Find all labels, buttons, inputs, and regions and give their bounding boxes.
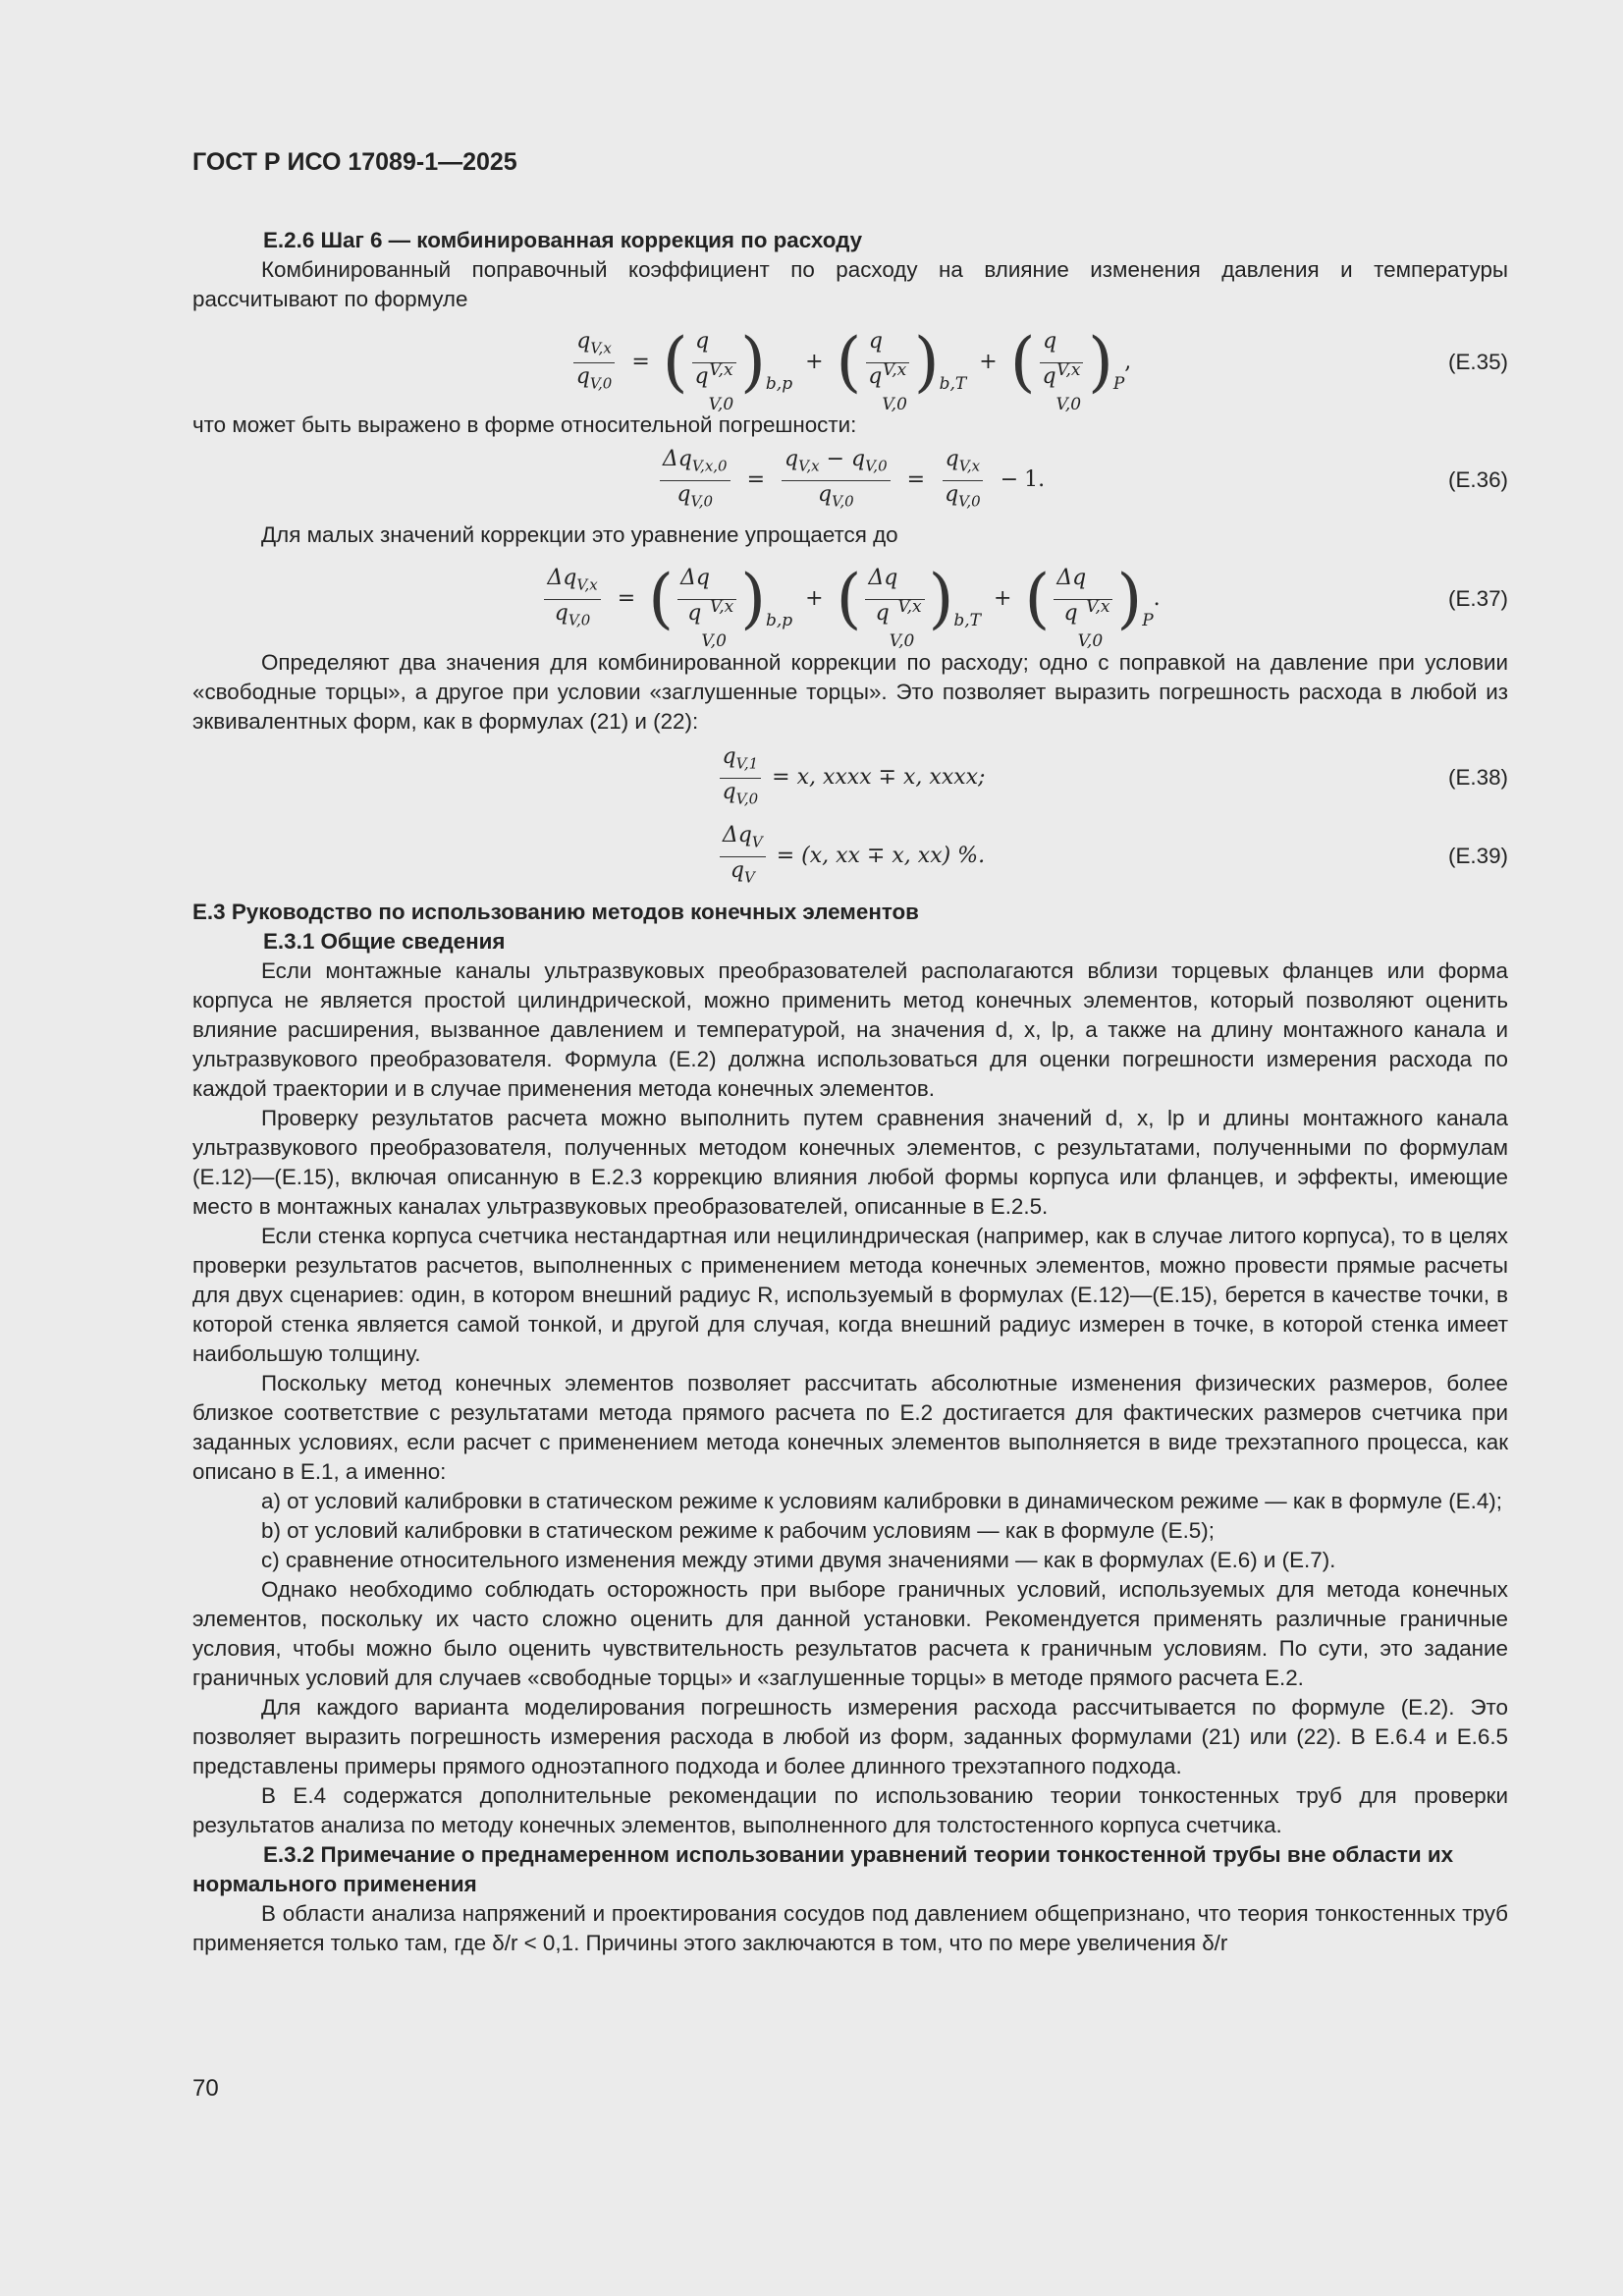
section-e31-title: Е.3.1 Общие сведения	[263, 929, 506, 954]
formula-body: $\frac{q_{V,x}}{q_{V,0}}$ = ( $\frac{q_{V,x}}{q_{V,0}}$ ) $_{b,p}$ + ( $\frac{q_{V,x}}{q_{V,0}}$ ) $_{b,T}$ + ( $\frac{q_{V,x}}{q_{V,0}}$ ) $_P$ ,	[569, 328, 1132, 397]
paragraph: Однако необходимо соблюдать осторожность при выборе граничных условий, используемых для метода конечных элементов, поскольку их часто сложно оценить для данной установки. Рекомендуется применять различные граничные условия, чтобы можно было оценить чувствительность результатов расчета к граничным условиям. По сути, это задание граничных условий для случаев «свободные торцы» и «заглушенные торцы» в методе прямого расчета Е.2.	[192, 1577, 1508, 1690]
paragraph: Для малых значений коррекции это уравнение упрощается до	[261, 522, 898, 547]
paragraph: Комбинированный поправочный коэффициент по расходу на влияние изменения давления и температуры рассчитывают по формуле	[192, 257, 1508, 311]
paragraph: Определяют два значения для комбинированной коррекции по расходу; одно с поправкой на давление при условии «свободные торцы», а другое при условии «заглушенные торцы». Это позволяет выразить погрешность расхода в любой из эквивалентных форм, как в формулах (21) и (22):	[192, 650, 1508, 734]
equation-number: (Е.36)	[1448, 467, 1508, 492]
paragraph: Поскольку метод конечных элементов позволяет рассчитать абсолютные изменения физических размеров, более близкое соответствие с результатами метода прямого расчета по Е.2 достигается для фактических размеров счетчика при заданных условиях, если расчет с применением метода конечных элементов выполняется в виде трехэтапного процесса, как описано в Е.1, а именно:	[192, 1371, 1508, 1484]
list-item: a) от условий калибровки в статическом режиме к условиям калибровки в динамическом режиме — как в формуле (Е.4);	[261, 1489, 1502, 1513]
page-header: ГОСТ Р ИСО 17089-1—2025	[192, 148, 517, 176]
equation-number: (Е.35)	[1448, 350, 1508, 374]
page-content	[192, 226, 1508, 1958]
page-number: 70	[192, 2075, 219, 2102]
formula-body: $\frac{q_{V,1}}{q_{V,0}}$ = x, xxxx ∓ x, xxxx;	[716, 743, 986, 812]
formula-e35	[192, 318, 1508, 414]
equation-number: (Е.39)	[1448, 844, 1508, 868]
paragraph: Проверку результатов расчета можно выполнить путем сравнения значений d, x, lp и длины монтажного канала ультразвукового преобразователя, полученных методом конечных элементов, с результатами, полученными по формулам (Е.12)—(Е.15), включая описанную в Е.2.3 коррекцию влияния любой формы корпуса или фланцев, и эффекты, имеющие место в монтажных каналах ультразвуковых преобразователей, описанные в Е.2.5.	[192, 1106, 1508, 1219]
paragraph: В области анализа напряжений и проектирования сосудов под давлением общепризнано, что теория тонкостенных труб применяется только там, где δ/r < 0,1. Причины этого заключаются в том, что по мере увеличения δ/r	[192, 1901, 1508, 1955]
formula-e36	[192, 444, 1508, 517]
formula-body: $\frac{\Delta q_V}{q_V}$ = (x, xx ∓ x, xx) %.	[716, 822, 985, 891]
formula-e38	[192, 740, 1508, 815]
section-e26-title: Е.2.6 Шаг 6 — комбинированная коррекция по расходу	[263, 228, 863, 252]
paragraph: Для каждого варианта моделирования погрешность измерения расхода рассчитывается по формуле (Е.2). Это позволяет выразить погрешность измерения расхода в любой из форм, заданных формулами (21) или (22). В Е.6.4 и Е.6.5 представлены примеры прямого одноэтапного подхода и более длинного трехэтапного подхода.	[192, 1695, 1508, 1778]
equation-number: (Е.38)	[1448, 765, 1508, 790]
document-page	[192, 0, 1508, 2296]
list-item: c) сравнение относительного изменения между этими двумя значениями — как в формулах (Е.6) и (Е.7).	[261, 1548, 1336, 1572]
formula-body: $\frac{\Delta q_{V,x,0}}{q_{V,0}}$ = $\frac{q_{V,x} - q_{V,0}}{q_{V,0}}$ = $\frac{q_{V,x}}{q_{V,0}}$ − 1.	[656, 446, 1045, 515]
list-item: b) от условий калибровки в статическом режиме к рабочим условиям — как в формуле (Е.5);	[261, 1518, 1215, 1543]
formula-body: $\frac{\Delta q_{V,x}}{q_{V,0}}$ = ( $\frac{\Delta q_{V,x}}{q_{V,0}}$ ) $_{b,p}$ + ( $\frac{\Delta q_{V,x}}{q_{V,0}}$ ) $_{b,T}$ + ( $\frac{\Delta q_{V,x}}{q_{V,0}}$ ) $_P$ .	[540, 565, 1160, 633]
formula-e37	[192, 554, 1508, 651]
paragraph: Если стенка корпуса счетчика нестандартная или нецилиндрическая (например, как в случае литого корпуса), то в целях проверки результатов расчетов, выполненных с применением метода конечных элементов, можно провести прямые расчеты для двух сценариев: один, в котором внешний радиус R, используемый в формулах (Е.12)—(Е.15), берется в качестве точки, в которой стенка является самой тонкой, и другой для случая, когда внешний радиус измерен в точке, в которой стенка имеет наибольшую толщину.	[192, 1224, 1508, 1366]
section-e32-title: Е.3.2 Примечание о преднамеренном использовании уравнений теории тонкостенной трубы вне области их нормального применения	[192, 1842, 1454, 1896]
formula-e39	[192, 819, 1508, 894]
paragraph: В Е.4 содержатся дополнительные рекомендации по использованию теории тонкостенных труб для проверки результатов анализа по методу конечных элементов, выполненного для толстостенного корпуса счетчика.	[192, 1783, 1508, 1837]
paragraph: что может быть выражено в форме относительной погрешности:	[192, 412, 857, 437]
equation-number: (Е.37)	[1448, 586, 1508, 611]
section-e3-title: Е.3 Руководство по использованию методов конечных элементов	[192, 900, 919, 924]
paragraph: Если монтажные каналы ультразвуковых преобразователей располагаются вблизи торцевых фланцев или форма корпуса не является простой цилиндрической, можно применить метод конечных элементов, который позволяют оценить влияние расширения, вызванное давлением и температурой, на значения d, x, lp, а также на длину монтажного канала и ультразвукового преобразователя. Формула (Е.2) должна использоваться для оценки погрешности измерения расхода по каждой траектории и в случае применения метода конечных элементов.	[192, 958, 1508, 1101]
